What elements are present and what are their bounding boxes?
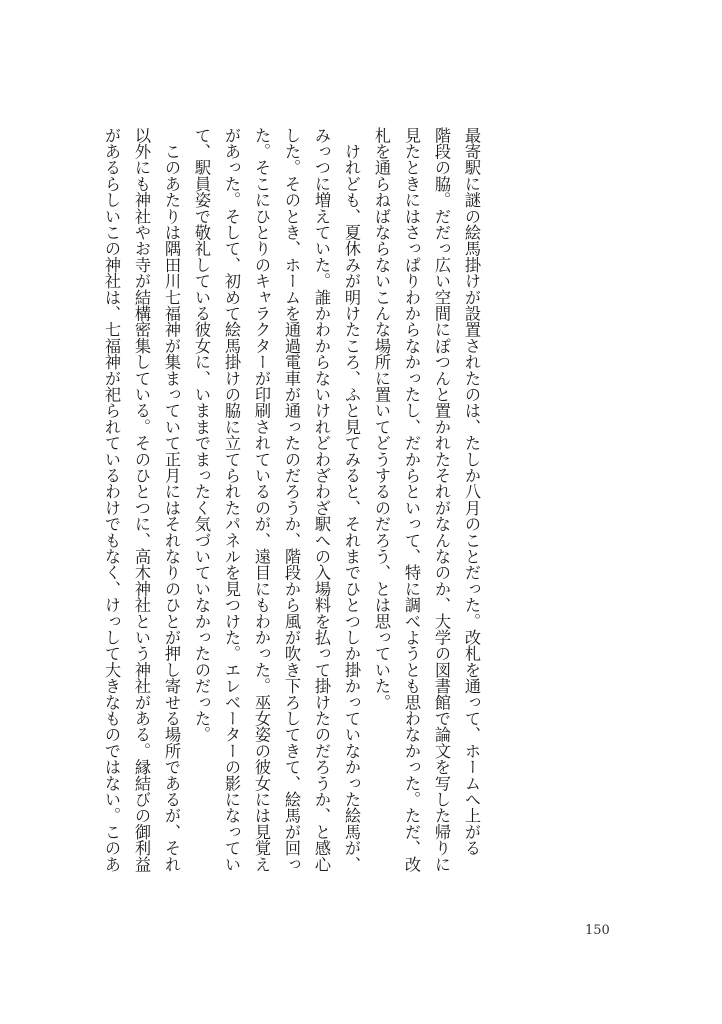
- text-line: このあたりは隅田川七福神が集まっていて正月にはそれなりのひとが押し寄せる場所であるが、それ: [162, 127, 181, 873]
- body-text: [96, 127, 486, 873]
- text-line: があるらしいこの神社は、七福神が祀られているわけでもなく、けっして大きなものではない。このあ: [102, 127, 121, 873]
- text-line: て、駅員姿で敬礼している彼女に、いままでまったく気づいていなかったのだった。: [192, 127, 211, 743]
- text-line: があった。そして、初めて絵馬掛けの脇に立てられたパネルを見つけた。エレベーターの影になってい: [222, 127, 241, 873]
- text-line: した。そのとき、ホームを通過電車が通ったのだろうか、階段から風が吹き下ろしてきて、絵馬が回っ: [282, 127, 301, 873]
- text-line: 札を通らねばならないこんな場所に置いてどうするのだろう、とは思っていた。: [372, 127, 391, 711]
- text-line: 最寄駅に謎の絵馬掛けが設置されたのは、たしか八月のことだった。改札を通って、ホームへ上がる: [462, 127, 481, 856]
- text-line: 見たときにはさっぱりわからなかったし、だからといって、特に調べようとも思わなかった。ただ、改: [402, 127, 421, 873]
- text-line: 階段の脇。だだっ広い空間にぽつんと置かれたそれがなんなのか、大学の図書館で論文を写した帰りに: [432, 127, 451, 873]
- text-line: みっつに増えていた。誰かわからないけれどわざわざ駅への入場料を払って掛けたのだろうか、と感心: [312, 127, 331, 873]
- text-line: た。そこにひとりのキャラクターが印刷されているのが、遠目にもわかった。巫女姿の彼女には見覚え: [252, 127, 271, 873]
- page-number: 150: [585, 923, 610, 938]
- text-line: 以外にも神社やお寺が結構密集している。そのひとつに、高木神社という神社がある。縁結びの御利益: [132, 127, 151, 873]
- text-line: けれども、夏休みが明けたころ、ふと見てみると、それまでひとつしか掛かっていなかった絵馬が、: [342, 127, 361, 873]
